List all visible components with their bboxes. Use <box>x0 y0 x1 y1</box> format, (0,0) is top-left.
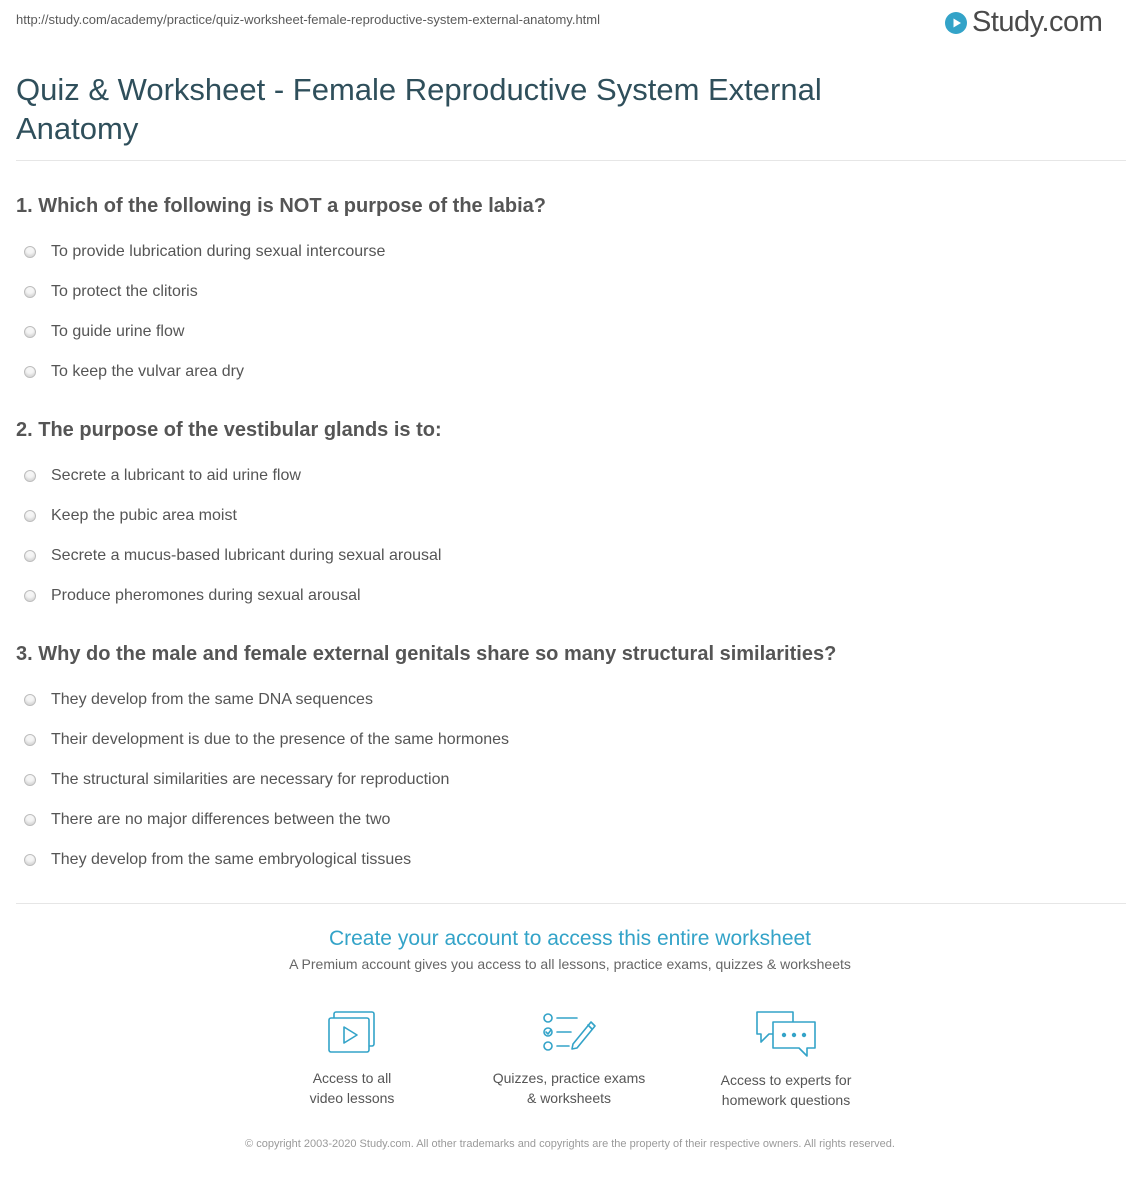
radio-button[interactable] <box>24 590 36 602</box>
answer-label: To guide urine flow <box>51 323 185 340</box>
answer-options <box>16 680 836 880</box>
chat-bubbles-icon <box>753 1008 819 1060</box>
answer-option[interactable] <box>16 840 836 880</box>
feature-label: Access to all video lessons <box>309 1070 395 1106</box>
quiz-checklist-icon <box>539 1008 599 1058</box>
answer-option[interactable] <box>16 536 442 576</box>
answer-label: They develop from the same embryological tissues <box>51 851 412 868</box>
promo-subheading: A Premium account gives you access to all lessons, practice exams, quizzes & worksheets <box>289 956 851 972</box>
answer-option[interactable] <box>16 352 546 392</box>
answer-label: There are no major differences between the two <box>51 811 391 828</box>
video-lessons-icon <box>324 1008 380 1058</box>
radio-button[interactable] <box>24 286 36 298</box>
play-circle-icon <box>944 11 968 35</box>
answer-option[interactable] <box>16 456 442 496</box>
feature-experts <box>686 1008 886 1110</box>
radio-button[interactable] <box>24 734 36 746</box>
create-account-link[interactable]: Create your account to access this entire worksheet <box>328 927 812 950</box>
answer-label: Keep the pubic area moist <box>51 507 237 524</box>
question-title: 2. The purpose of the vestibular glands is to: <box>16 419 442 441</box>
radio-button[interactable] <box>24 246 36 258</box>
answer-option[interactable] <box>16 720 836 760</box>
answer-options <box>16 456 442 616</box>
radio-button[interactable] <box>24 510 36 522</box>
radio-button[interactable] <box>24 366 36 378</box>
copyright-notice: © copyright 2003-2020 Study.com. All other trademarks and copyrights are the property of their respective owners. All rights reserved. <box>245 1138 895 1150</box>
radio-button[interactable] <box>24 326 36 338</box>
answer-options <box>16 232 546 392</box>
question-3 <box>16 640 836 880</box>
answer-label: To provide lubrication during sexual intercourse <box>51 243 386 260</box>
radio-button[interactable] <box>24 774 36 786</box>
question-2 <box>16 416 442 616</box>
answer-option[interactable] <box>16 576 442 616</box>
study-logo[interactable] <box>944 6 1102 39</box>
question-title: 3. Why do the male and female external genitals share so many structural similarities? <box>16 643 837 665</box>
divider <box>16 160 1126 161</box>
answer-option[interactable] <box>16 760 836 800</box>
radio-button[interactable] <box>24 694 36 706</box>
answer-option[interactable] <box>16 272 546 312</box>
answer-option[interactable] <box>16 496 442 536</box>
feature-video-lessons <box>252 1008 452 1108</box>
answer-label: They develop from the same DNA sequences <box>51 691 373 708</box>
question-1 <box>16 192 546 392</box>
feature-quizzes <box>469 1008 669 1108</box>
answer-option[interactable] <box>16 800 836 840</box>
answer-label: Their development is due to the presence of the same hormones <box>51 731 510 748</box>
feature-label: Quizzes, practice exams & worksheets <box>492 1070 646 1106</box>
answer-option[interactable] <box>16 680 836 720</box>
radio-button[interactable] <box>24 854 36 866</box>
answer-label: The structural similarities are necessary for reproduction <box>51 771 450 788</box>
question-title: 1. Which of the following is NOT a purpose of the labia? <box>16 195 547 217</box>
page-url: http://study.com/academy/practice/quiz-worksheet-female-reproductive-system-external-anatomy.html <box>16 12 601 27</box>
answer-label: To keep the vulvar area dry <box>51 363 244 380</box>
answer-label: Produce pheromones during sexual arousal <box>51 587 361 604</box>
premium-promo <box>0 924 1140 972</box>
radio-button[interactable] <box>24 470 36 482</box>
answer-option[interactable] <box>16 312 546 352</box>
logo-text: Study.com <box>972 6 1103 38</box>
page-title: Quiz & Worksheet - Female Reproductive System External Anatomy <box>16 72 822 146</box>
answer-label: Secrete a mucus-based lubricant during sexual arousal <box>51 547 442 564</box>
answer-label: Secrete a lubricant to aid urine flow <box>51 467 301 484</box>
divider <box>16 903 1126 904</box>
radio-button[interactable] <box>24 814 36 826</box>
answer-option[interactable] <box>16 232 546 272</box>
radio-button[interactable] <box>24 550 36 562</box>
feature-label: Access to experts for homework questions <box>720 1072 852 1108</box>
answer-label: To protect the clitoris <box>51 283 198 300</box>
